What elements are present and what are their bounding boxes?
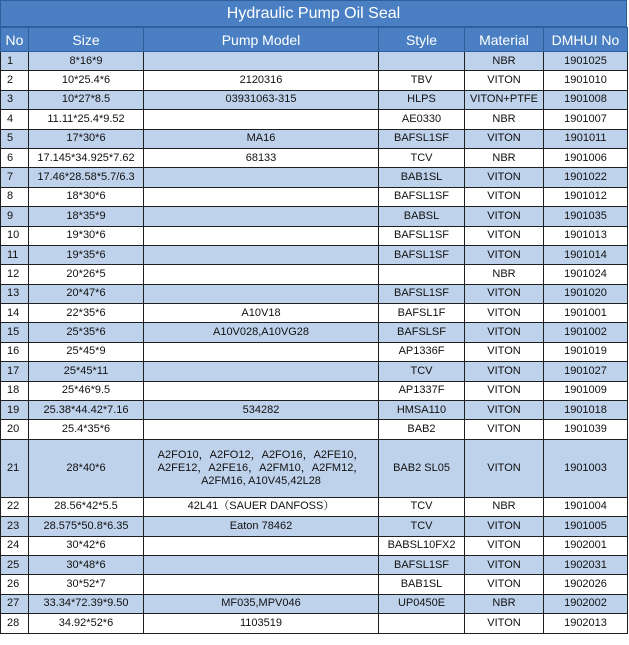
cell-style: BAFSL1SF [379, 129, 465, 148]
table-row [1, 207, 628, 226]
cell-material: VITON [465, 284, 544, 303]
cell-pump-model [144, 362, 379, 381]
cell-material: VITON [465, 381, 544, 400]
cell-style: BABSL10FX2 [379, 536, 465, 555]
cell-size: 28*40*6 [29, 439, 144, 497]
cell-no: 26 [1, 575, 29, 594]
cell-dmhui-no: 1901001 [544, 304, 628, 323]
cell-pump-model: 2120316 [144, 71, 379, 90]
cell-style: BAFSL1F [379, 304, 465, 323]
cell-no: 6 [1, 148, 29, 167]
cell-no: 7 [1, 168, 29, 187]
cell-no: 11 [1, 245, 29, 264]
cell-dmhui-no: 1901018 [544, 401, 628, 420]
cell-style: AP1336F [379, 342, 465, 361]
cell-pump-model: MA16 [144, 129, 379, 148]
cell-dmhui-no: 1901010 [544, 71, 628, 90]
cell-style: BAB2 [379, 420, 465, 439]
table-row [1, 110, 628, 129]
table-row [1, 420, 628, 439]
table-row [1, 614, 628, 633]
cell-pump-model [144, 284, 379, 303]
cell-size: 17*30*6 [29, 129, 144, 148]
table-row [1, 284, 628, 303]
header-dmhui-no: DMHUI No [544, 28, 628, 52]
cell-dmhui-no: 1901002 [544, 323, 628, 342]
cell-pump-model [144, 52, 379, 71]
cell-material: VITON [465, 614, 544, 633]
cell-style: AE0330 [379, 110, 465, 129]
cell-material: VITON [465, 187, 544, 206]
cell-style: TBV [379, 71, 465, 90]
cell-size: 25*45*9 [29, 342, 144, 361]
cell-no: 3 [1, 90, 29, 109]
cell-dmhui-no: 1902013 [544, 614, 628, 633]
cell-size: 25.4*35*6 [29, 420, 144, 439]
cell-style: BABSL [379, 207, 465, 226]
cell-dmhui-no: 1901011 [544, 129, 628, 148]
cell-no: 4 [1, 110, 29, 129]
cell-no: 28 [1, 614, 29, 633]
cell-style: BAFSL1SF [379, 555, 465, 574]
cell-style: AP1337F [379, 381, 465, 400]
cell-material: NBR [465, 497, 544, 516]
cell-dmhui-no: 1901003 [544, 439, 628, 497]
cell-dmhui-no: 1901013 [544, 226, 628, 245]
cell-pump-model: 03931063-315 [144, 90, 379, 109]
table-row [1, 594, 628, 613]
cell-pump-model [144, 245, 379, 264]
table-row [1, 323, 628, 342]
cell-pump-model [144, 168, 379, 187]
cell-dmhui-no: 1901020 [544, 284, 628, 303]
table-row [1, 381, 628, 400]
table-row [1, 439, 628, 497]
cell-material: VITON [465, 245, 544, 264]
cell-size: 22*35*6 [29, 304, 144, 323]
header-pump-model: Pump Model [144, 28, 379, 52]
cell-size: 10*27*8.5 [29, 90, 144, 109]
cell-no: 10 [1, 226, 29, 245]
cell-size: 18*35*9 [29, 207, 144, 226]
cell-dmhui-no: 1901004 [544, 497, 628, 516]
cell-material: VITON [465, 71, 544, 90]
table-row [1, 187, 628, 206]
table-row [1, 555, 628, 574]
cell-material: VITON [465, 304, 544, 323]
table-row [1, 517, 628, 536]
cell-pump-model [144, 536, 379, 555]
cell-dmhui-no: 1901006 [544, 148, 628, 167]
cell-style: UP0450E [379, 594, 465, 613]
cell-no: 1 [1, 52, 29, 71]
cell-material: VITON [465, 168, 544, 187]
cell-pump-model [144, 420, 379, 439]
header-no: No [1, 28, 29, 52]
cell-dmhui-no: 1901009 [544, 381, 628, 400]
cell-dmhui-no: 1901025 [544, 52, 628, 71]
cell-no: 5 [1, 129, 29, 148]
cell-dmhui-no: 1901012 [544, 187, 628, 206]
table-row [1, 401, 628, 420]
cell-size: 17.46*28.58*5.7/6.3 [29, 168, 144, 187]
cell-pump-model: 42L41（SAUER DANFOSS） [144, 497, 379, 516]
cell-no: 15 [1, 323, 29, 342]
table-row [1, 71, 628, 90]
table-row [1, 265, 628, 284]
cell-style: TCV [379, 148, 465, 167]
cell-pump-model [144, 226, 379, 245]
cell-pump-model [144, 381, 379, 400]
cell-no: 27 [1, 594, 29, 613]
cell-style [379, 265, 465, 284]
table-row [1, 168, 628, 187]
cell-pump-model: Eaton 78462 [144, 517, 379, 536]
cell-pump-model [144, 265, 379, 284]
cell-dmhui-no: 1902031 [544, 555, 628, 574]
cell-material: VITON [465, 323, 544, 342]
cell-size: 28.56*42*5.5 [29, 497, 144, 516]
cell-size: 18*30*6 [29, 187, 144, 206]
table-row [1, 129, 628, 148]
cell-size: 17.145*34.925*7.62 [29, 148, 144, 167]
cell-dmhui-no: 1902002 [544, 594, 628, 613]
cell-dmhui-no: 1902001 [544, 536, 628, 555]
cell-material: NBR [465, 52, 544, 71]
cell-size: 25.38*44.42*7.16 [29, 401, 144, 420]
cell-size: 25*46*9.5 [29, 381, 144, 400]
cell-size: 11.11*25.4*9.52 [29, 110, 144, 129]
cell-no: 25 [1, 555, 29, 574]
header-style: Style [379, 28, 465, 52]
cell-material: VITON [465, 439, 544, 497]
cell-style [379, 52, 465, 71]
table-row [1, 148, 628, 167]
cell-size: 25*35*6 [29, 323, 144, 342]
cell-material: NBR [465, 594, 544, 613]
cell-no: 18 [1, 381, 29, 400]
cell-style: TCV [379, 517, 465, 536]
table-row [1, 90, 628, 109]
cell-material: VITON+PTFE [465, 90, 544, 109]
cell-material: NBR [465, 110, 544, 129]
cell-material: VITON [465, 536, 544, 555]
cell-size: 33.34*72.39*9.50 [29, 594, 144, 613]
table-row [1, 226, 628, 245]
cell-pump-model [144, 575, 379, 594]
cell-size: 34.92*52*6 [29, 614, 144, 633]
cell-style: TCV [379, 362, 465, 381]
cell-no: 16 [1, 342, 29, 361]
cell-style: HLPS [379, 90, 465, 109]
cell-dmhui-no: 1901022 [544, 168, 628, 187]
cell-style: TCV [379, 497, 465, 516]
cell-style: BAFSL1SF [379, 284, 465, 303]
cell-no: 24 [1, 536, 29, 555]
cell-dmhui-no: 1902026 [544, 575, 628, 594]
cell-no: 23 [1, 517, 29, 536]
cell-pump-model: A10V028,A10VG28 [144, 323, 379, 342]
cell-pump-model [144, 207, 379, 226]
cell-material: VITON [465, 420, 544, 439]
cell-no: 9 [1, 207, 29, 226]
cell-style: BAFSLSF [379, 323, 465, 342]
cell-no: 20 [1, 420, 29, 439]
cell-no: 12 [1, 265, 29, 284]
cell-pump-model: MF035,MPV046 [144, 594, 379, 613]
cell-no: 2 [1, 71, 29, 90]
cell-pump-model [144, 555, 379, 574]
oil-seal-table [0, 27, 628, 634]
cell-no: 13 [1, 284, 29, 303]
cell-pump-model: 534282 [144, 401, 379, 420]
cell-pump-model [144, 187, 379, 206]
cell-dmhui-no: 1901008 [544, 90, 628, 109]
cell-size: 30*48*6 [29, 555, 144, 574]
cell-dmhui-no: 1901027 [544, 362, 628, 381]
cell-material: NBR [465, 265, 544, 284]
cell-dmhui-no: 1901035 [544, 207, 628, 226]
cell-no: 22 [1, 497, 29, 516]
cell-style: BAB1SL [379, 168, 465, 187]
header-material: Material [465, 28, 544, 52]
cell-style: BAFSL1SF [379, 245, 465, 264]
cell-pump-model: A2FO10，A2FO12，A2FO16，A2FE10，A2FE12，A2FE16，A2FM10，A2FM12，A2FM16, A10V45,42L28 [144, 439, 379, 497]
cell-material: VITON [465, 207, 544, 226]
cell-no: 14 [1, 304, 29, 323]
table-row [1, 304, 628, 323]
cell-material: VITON [465, 129, 544, 148]
cell-size: 10*25.4*6 [29, 71, 144, 90]
table-row [1, 536, 628, 555]
cell-size: 19*30*6 [29, 226, 144, 245]
cell-material: VITON [465, 342, 544, 361]
table-row [1, 497, 628, 516]
cell-material: VITON [465, 362, 544, 381]
cell-size: 30*52*7 [29, 575, 144, 594]
cell-size: 19*35*6 [29, 245, 144, 264]
cell-size: 28.575*50.8*6.35 [29, 517, 144, 536]
cell-dmhui-no: 1901014 [544, 245, 628, 264]
table-row [1, 342, 628, 361]
cell-pump-model: 1103519 [144, 614, 379, 633]
cell-pump-model [144, 110, 379, 129]
cell-pump-model [144, 342, 379, 361]
cell-style: BAB2 SL05 [379, 439, 465, 497]
cell-material: NBR [465, 148, 544, 167]
table-row [1, 575, 628, 594]
cell-material: VITON [465, 555, 544, 574]
cell-style: BAFSL1SF [379, 187, 465, 206]
cell-dmhui-no: 1901007 [544, 110, 628, 129]
cell-style: BAB1SL [379, 575, 465, 594]
cell-material: VITON [465, 401, 544, 420]
header-row [1, 28, 628, 52]
cell-material: VITON [465, 226, 544, 245]
cell-no: 8 [1, 187, 29, 206]
cell-material: VITON [465, 517, 544, 536]
table-row [1, 362, 628, 381]
cell-pump-model: 68133 [144, 148, 379, 167]
cell-dmhui-no: 1901039 [544, 420, 628, 439]
cell-dmhui-no: 1901019 [544, 342, 628, 361]
header-size: Size [29, 28, 144, 52]
cell-style: HMSA110 [379, 401, 465, 420]
cell-style [379, 614, 465, 633]
cell-dmhui-no: 1901024 [544, 265, 628, 284]
cell-no: 21 [1, 439, 29, 497]
cell-style: BAFSL1SF [379, 226, 465, 245]
cell-size: 20*47*6 [29, 284, 144, 303]
cell-no: 17 [1, 362, 29, 381]
cell-pump-model: A10V18 [144, 304, 379, 323]
cell-no: 19 [1, 401, 29, 420]
cell-dmhui-no: 1901005 [544, 517, 628, 536]
cell-size: 20*26*5 [29, 265, 144, 284]
cell-size: 30*42*6 [29, 536, 144, 555]
cell-size: 25*45*11 [29, 362, 144, 381]
table-row [1, 52, 628, 71]
table-row [1, 245, 628, 264]
cell-size: 8*16*9 [29, 52, 144, 71]
table-title: Hydraulic Pump Oil Seal [0, 0, 627, 27]
cell-material: VITON [465, 575, 544, 594]
